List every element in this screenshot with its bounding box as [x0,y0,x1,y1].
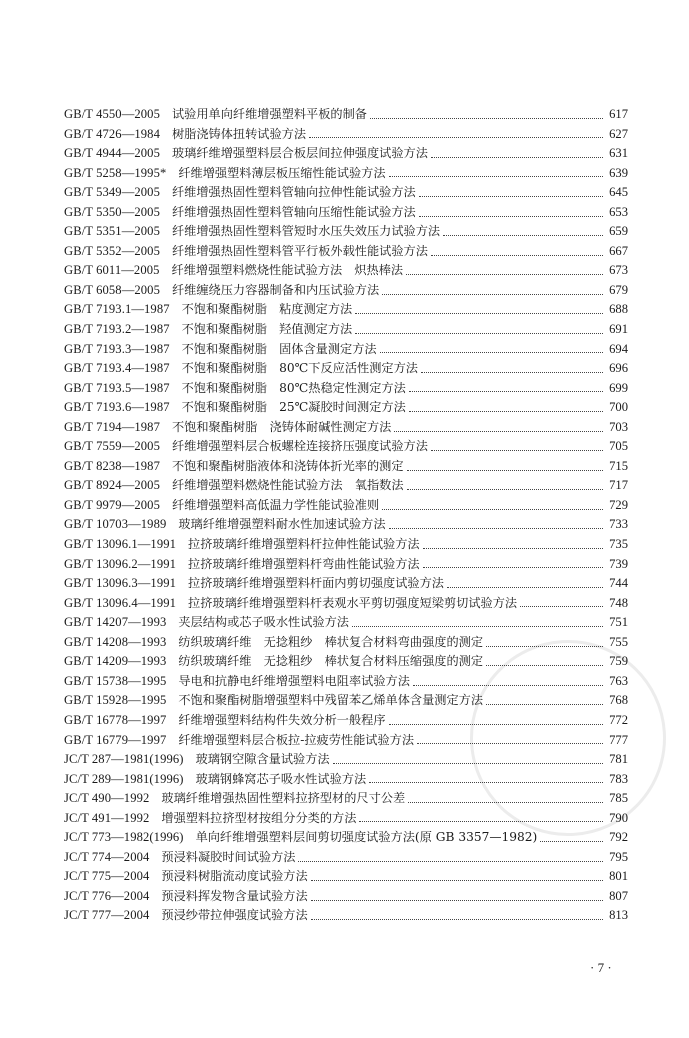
standard-number: GB/T 10703—1989 [64,517,167,532]
page-ref: 755 [609,634,628,649]
page-ref: 705 [609,439,628,454]
toc-entry [64,379,628,399]
standard-title: 夹层结构或芯子吸水性试验方法 [178,615,349,630]
toc-entry [64,594,628,614]
toc-entry [64,633,628,653]
toc-entry [64,203,628,223]
toc-entry [64,770,628,790]
toc-entry [64,125,628,145]
standard-title: 试验用单向纤维增强塑料平板的制备 [171,107,367,121]
standard-number: GB/T 7193.1—1987 [64,302,170,317]
page-ref: 748 [609,595,628,610]
toc-entry [64,242,628,262]
toc-entry [64,359,628,379]
table-of-contents [64,105,628,926]
standard-title: 纤维增强塑料高低温力学性能试验准则 [171,497,380,512]
dot-leader [369,781,603,783]
standard-number: GB/T 7194—1987 [64,419,160,434]
dot-leader [382,508,603,510]
standard-title: 纤维增强塑料层合板拉-拉疲劳性能试验方法 [178,732,415,747]
standard-title: 不饱和聚酯树脂 80℃热稳定性测定方法 [181,380,406,395]
toc-entry [64,672,628,692]
standard-number: GB/T 7193.3—1987 [64,341,170,356]
standard-number: GB/T 5350—2005 [64,204,160,219]
dot-leader [406,273,603,275]
dot-leader [382,293,603,295]
standard-number: JC/T 490—1992 [64,791,150,806]
standard-number: GB/T 15928—1995 [64,693,167,708]
dot-leader [443,234,603,236]
page-ref: 729 [609,497,628,512]
dot-leader [359,820,603,822]
standard-number: JC/T 773—1982(1996) [64,830,184,845]
standard-number: JC/T 776—2004 [64,888,150,903]
dot-leader [407,488,603,490]
standard-title: 导电和抗静电纤维增强塑料电阻率试验方法 [178,673,410,688]
dot-leader [413,684,603,686]
standard-number: GB/T 13096.1—1991 [64,537,177,552]
standard-number: JC/T 777—2004 [64,908,150,923]
dot-leader [409,410,603,412]
toc-entry [64,906,628,926]
dot-leader [447,586,603,588]
dot-leader [355,332,603,334]
page-ref: 667 [609,243,628,258]
standard-title: 不饱和聚酯树脂 羟值测定方法 [181,322,353,337]
page-ref: 673 [609,263,628,278]
standard-number: JC/T 289—1981(1996) [64,771,184,786]
page-ref: 653 [609,204,628,219]
standard-number: GB/T 4944—2005 [64,146,160,161]
toc-entry [64,320,628,340]
dot-leader [298,860,603,862]
dot-leader [409,390,603,392]
toc-entry [64,789,628,809]
toc-entry [64,222,628,242]
page-ref: 795 [609,849,628,864]
standard-number: GB/T 6011—2005 [64,263,160,278]
toc-entry [64,515,628,535]
dot-leader [394,430,603,432]
standard-title: 纤维增强热固性塑料管轴向压缩性能试验方法 [171,204,416,219]
page-ref: 717 [609,478,628,493]
dot-leader [408,801,603,803]
page-ref: 813 [609,908,628,923]
page-ref: 733 [609,517,628,532]
standard-number: GB/T 13096.2—1991 [64,556,177,571]
dot-leader [419,195,603,197]
page-ref: 807 [609,888,628,903]
dot-leader [370,117,603,119]
dot-leader [311,918,603,920]
dot-leader [486,645,603,647]
page-ref: 703 [609,419,628,434]
page-ref: 735 [609,537,628,552]
standard-number: JC/T 775—2004 [64,869,150,884]
standard-number: GB/T 7193.4—1987 [64,361,170,376]
standard-title: 预浸料挥发物含量试验方法 [161,888,308,903]
page-number: · 7 · [590,960,612,975]
standard-number: GB/T 14209—1993 [64,654,167,669]
toc-entry [64,300,628,320]
standard-number: GB/T 5349—2005 [64,185,160,200]
standard-title: 预浸料凝胶时间试验方法 [161,849,296,864]
standard-title: 玻璃纤维增强塑料耐水性加速试验方法 [178,517,386,532]
page-ref: 715 [609,458,628,473]
page-ref: 777 [609,732,628,747]
dot-leader [380,351,603,353]
page-ref: 617 [609,107,628,121]
dot-leader [419,215,603,217]
page-ref: 688 [609,302,628,317]
dot-leader [355,312,603,314]
page-ref: 783 [609,771,628,786]
page-ref: 744 [609,576,628,591]
standard-number: GB/T 6058—2005 [64,282,160,297]
page-ref: 679 [609,282,628,297]
toc-entry [64,750,628,770]
standard-title: 纤维增强热固性塑料管平行板外载性能试验方法 [171,243,428,258]
standard-title: 不饱和聚酯树脂 25℃凝胶时间测定方法 [181,400,406,415]
toc-entry [64,281,628,301]
page-ref: 645 [609,185,628,200]
page-ref: 700 [609,400,628,415]
toc-entry [64,496,628,516]
standard-title: 玻璃钢空隙含量试验方法 [195,752,330,767]
toc-entry [64,340,628,360]
standard-number: GB/T 13096.4—1991 [64,595,177,610]
toc-entry [64,144,628,164]
standard-title: 预浸料树脂流动度试验方法 [161,869,308,884]
dot-leader [309,136,603,138]
standard-number: GB/T 8238—1987 [64,458,160,473]
standard-number: GB/T 7193.6—1987 [64,400,170,415]
toc-entry [64,828,628,848]
standard-title: 拉挤玻璃纤维增强塑料杆弯曲性能试验方法 [188,556,420,571]
page-ref: 785 [609,791,628,806]
dot-leader [431,254,603,256]
toc-entry [64,867,628,887]
standard-title: 拉挤玻璃纤维增强塑料杆表观水平剪切强度短梁剪切试验方法 [188,595,518,610]
page-ref: 627 [609,126,628,141]
standard-number: GB/T 9979—2005 [64,497,160,512]
standard-number: GB/T 5258—1995* [64,165,167,180]
toc-entry [64,731,628,751]
standard-title: 玻璃钢蜂窝芯子吸水性试验方法 [195,771,367,786]
dot-leader [423,547,603,549]
standard-title: 玻璃纤维增强热固性塑料拉挤型材的尺寸公差 [161,791,406,806]
page-ref: 792 [609,830,628,845]
standard-number: GB/T 4726—1984 [64,126,160,141]
page-ref: 801 [609,869,628,884]
standard-number: GB/T 4550—2005 [64,107,160,121]
dot-leader [421,371,603,373]
page-ref: 694 [609,341,628,356]
standard-title: 预浸纱带拉伸强度试验方法 [161,908,308,923]
toc-entry [64,652,628,672]
standard-number: GB/T 14207—1993 [64,615,167,630]
standard-title: 纤维增强热固性塑料管短时水压失效压力试验方法 [171,224,441,239]
page-ref: 781 [609,752,628,767]
standard-number: GB/T 16779—1997 [64,732,167,747]
toc-entry [64,437,628,457]
dot-leader [311,879,603,881]
toc-entry [64,691,628,711]
standard-number: GB/T 7559—2005 [64,439,160,454]
standard-title: 不饱和聚酯树脂 浇铸体耐碱性测定方法 [171,419,392,434]
standard-number: GB/T 7193.5—1987 [64,380,170,395]
page-ref: 691 [609,322,628,337]
toc-entry [64,398,628,418]
standard-number: GB/T 5351—2005 [64,224,160,239]
page-ref: 768 [609,693,628,708]
standard-number: GB/T 15738—1995 [64,673,167,688]
page-ref: 790 [609,810,628,825]
toc-entry [64,105,628,125]
dot-leader [431,449,603,451]
dot-leader [486,664,603,666]
dot-leader [311,899,603,901]
standard-number: JC/T 491—1992 [64,810,150,825]
standard-title: 拉挤玻璃纤维增强塑料杆拉伸性能试验方法 [188,537,420,552]
page-ref: 699 [609,380,628,395]
standard-title: 纤维增强热固性塑料管轴向拉伸性能试验方法 [171,185,416,200]
standard-title: 单向纤维增强塑料层间剪切强度试验方法(原 GB 3357—1982) [195,830,538,845]
page-ref: 696 [609,361,628,376]
dot-leader [333,762,603,764]
page-ref: 631 [609,146,628,161]
standard-number: GB/T 13096.3—1991 [64,576,177,591]
dot-leader [389,527,603,529]
toc-entry [64,574,628,594]
page-ref: 739 [609,556,628,571]
toc-entry [64,711,628,731]
page-ref: 639 [609,165,628,180]
toc-entry [64,457,628,477]
page-ref: 772 [609,712,628,727]
page-ref: 659 [609,224,628,239]
standard-title: 树脂浇铸体扭转试验方法 [171,126,307,141]
standard-title: 纤维增强塑料层合板螺栓连接挤压强度试验方法 [171,439,428,454]
standard-title: 纤维增强塑料燃烧性能试验方法 氧指数法 [171,478,404,493]
standard-number: GB/T 5352—2005 [64,243,160,258]
standard-title: 不饱和聚酯树脂液体和浇铸体折光率的测定 [171,458,404,473]
standard-number: GB/T 14208—1993 [64,634,167,649]
standard-number: JC/T 774—2004 [64,849,150,864]
toc-entry [64,164,628,184]
dot-leader [423,566,603,568]
toc-entry [64,535,628,555]
dot-leader [417,742,603,744]
standard-title: 玻璃纤维增强塑料层合板层间拉伸强度试验方法 [171,146,428,161]
toc-entry [64,887,628,907]
toc-entry [64,476,628,496]
standard-title: 纤维缠绕压力容器制备和内压试验方法 [171,282,380,297]
standard-title: 不饱和聚酯树脂 80℃下反应活性测定方法 [181,361,418,376]
dot-leader [407,469,603,471]
page-ref: 763 [609,673,628,688]
toc-entry [64,418,628,438]
dot-leader [431,156,603,158]
toc-entry [64,848,628,868]
standard-title: 纤维增强塑料薄层板压缩性能试验方法 [178,165,386,180]
standard-title: 不饱和聚酯树脂增强塑料中残留苯乙烯单体含量测定方法 [178,693,484,708]
standard-title: 纺织玻璃纤维 无捻粗纱 棒状复合材料压缩强度的测定 [178,654,484,669]
toc-entry [64,555,628,575]
dot-leader [389,723,603,725]
dot-leader [352,625,603,627]
standard-title: 拉挤玻璃纤维增强塑料杆面内剪切强度试验方法 [188,576,444,591]
page-ref: 759 [609,654,628,669]
toc-entry [64,809,628,829]
standard-title: 纺织玻璃纤维 无捻粗纱 棒状复合材料弯曲强度的测定 [178,634,484,649]
dot-leader [520,605,603,607]
standard-title: 不饱和聚酯树脂 粘度测定方法 [181,302,353,317]
standard-title: 增强塑料拉挤型材按组分分类的方法 [161,810,357,825]
standard-number: GB/T 16778—1997 [64,712,167,727]
toc-entry [64,613,628,633]
toc-entry [64,183,628,203]
standard-number: JC/T 287—1981(1996) [64,752,184,767]
standard-number: GB/T 8924—2005 [64,478,160,493]
standard-title: 纤维增强塑料结构件失效分析一般程序 [178,712,386,727]
dot-leader [389,175,603,177]
standard-title: 纤维增强塑料燃烧性能试验方法 炽热棒法 [171,263,404,278]
page-ref: 751 [609,615,628,630]
toc-entry [64,261,628,281]
standard-title: 不饱和聚酯树脂 固体含量测定方法 [181,341,377,356]
dot-leader [486,703,603,705]
standard-number: GB/T 7193.2—1987 [64,322,170,337]
dot-leader [540,840,603,842]
